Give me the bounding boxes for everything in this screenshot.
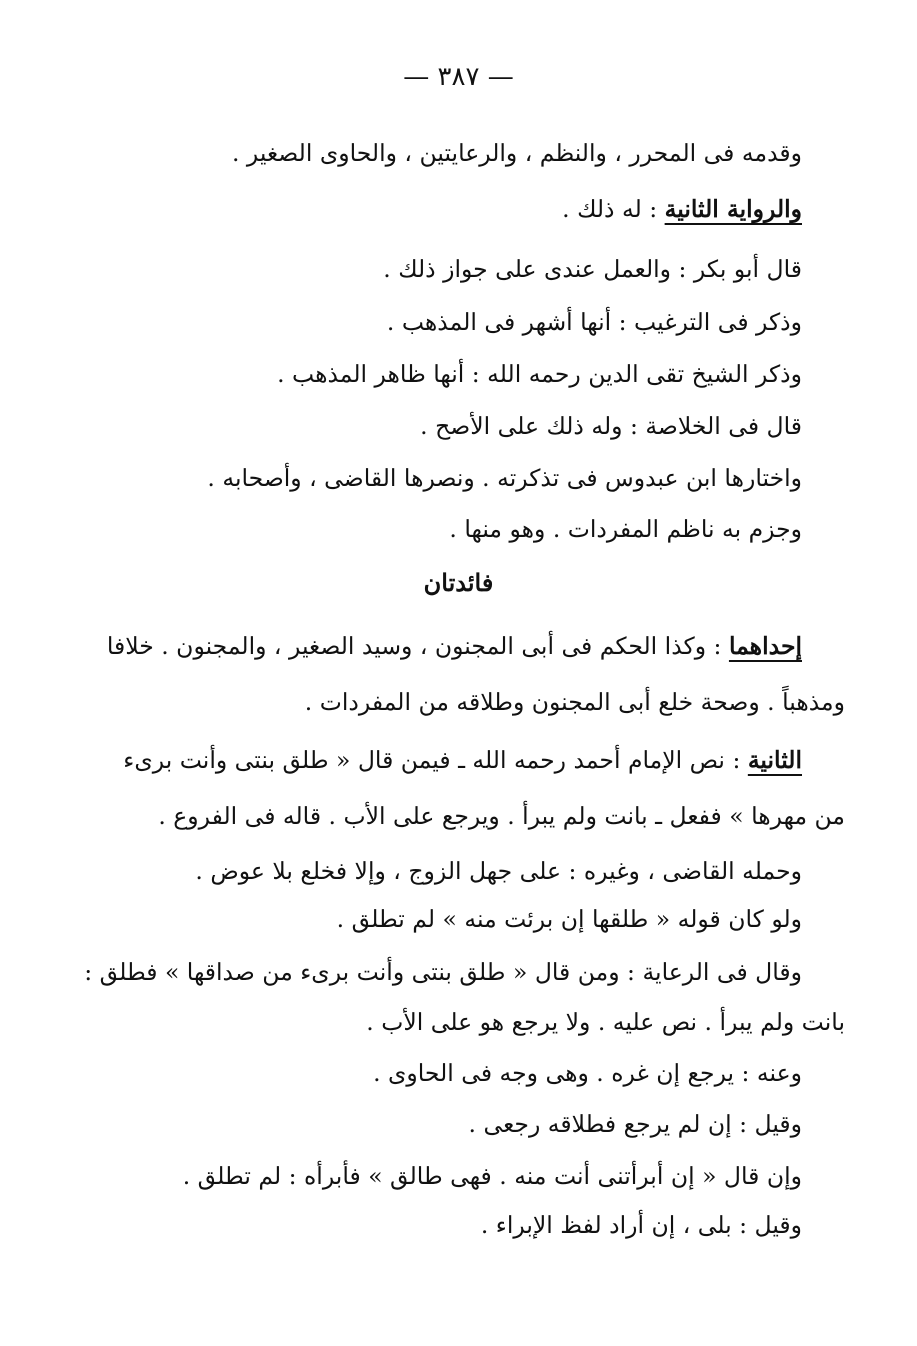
line-text: وذكر الشيخ تقى الدين رحمه الله : أنها ظاهر المذهب . — [277, 360, 802, 388]
text-line-12 — [123, 744, 802, 776]
text-line-4 — [387, 306, 802, 338]
line-text: من مهرها » ففعل ـ بانت ولم يبرأ . ويرجع على الأب . قاله فى الفروع . — [158, 802, 845, 830]
section-label-second: الثانية — [747, 746, 802, 774]
text-line-20 — [183, 1160, 802, 1192]
line-text: : له ذلك . — [562, 195, 665, 223]
line-text: وإن قال « إن أبرأتنى أنت منه . فهى طالق » فأبرأه : لم تطلق . — [182, 1162, 802, 1190]
line-text: ومذهباً . وصحة خلع أبى المجنون وطلاقه من المفردات . — [304, 688, 845, 716]
text-line-13 — [158, 800, 845, 832]
text-line-3 — [383, 253, 802, 285]
text-line-2 — [562, 193, 802, 225]
text-line-17 — [366, 1006, 845, 1038]
line-text: وقال فى الرعاية : ومن قال « طلق بنتى وأنت برىء من صداقها » فطلق : — [84, 958, 802, 986]
line-text: وجزم به ناظم المفردات . وهو منها . — [449, 515, 802, 543]
text-line-19 — [469, 1108, 802, 1140]
line-text: وقدمه فى المحرر ، والنظم ، والرعايتين ، والحاوى الصغير . — [231, 139, 802, 167]
text-line-16 — [84, 956, 802, 988]
text-line-15 — [337, 903, 802, 935]
line-text: وقيل : إن لم يرجع فطلاقه رجعى . — [468, 1110, 802, 1138]
line-text: وعنه : يرجع إن غره . وهى وجه فى الحاوى . — [373, 1059, 802, 1087]
text-line-18 — [373, 1057, 802, 1089]
text-line-8 — [449, 513, 802, 545]
text-line-5 — [277, 358, 802, 390]
line-text: وحمله القاضى ، وغيره : على جهل الزوج ، وإلا فخلع بلا عوض . — [195, 857, 802, 885]
text-line-14 — [195, 855, 802, 887]
line-text: : وكذا الحكم فى أبى المجنون ، وسيد الصغير ، والمجنون . خلافا — [106, 632, 729, 660]
page-number: — ٣٨٧ — — [403, 62, 514, 92]
line-text: وقيل : بلى ، إن أراد لفظ الإبراء . — [480, 1211, 802, 1239]
line-text: قال فى الخلاصة : وله ذلك على الأصح . — [420, 412, 802, 440]
section-label-second-narration: والرواية الثانية — [664, 195, 802, 223]
text-line-11 — [305, 686, 845, 718]
text-line-7 — [207, 462, 802, 494]
line-text: وذكر فى الترغيب : أنها أشهر فى المذهب . — [386, 308, 802, 336]
line-text: واختارها ابن عبدوس فى تذكرته . ونصرها القاضى ، وأصحابه . — [207, 464, 802, 492]
line-text: ولو كان قوله « طلقها إن برئت منه » لم تطلق . — [336, 905, 802, 933]
line-text: بانت ولم يبرأ . نص عليه . ولا يرجع هو على الأب . — [366, 1008, 845, 1036]
text-line-21 — [481, 1209, 802, 1241]
text-line-6 — [420, 410, 802, 442]
section-heading-two-benefits: فائدتان — [423, 568, 494, 597]
text-line-10 — [107, 630, 802, 662]
text-line-1 — [232, 137, 802, 169]
section-label-first: إحداهما — [728, 632, 802, 660]
line-text: قال أبو بكر : والعمل عندى على جواز ذلك . — [383, 255, 802, 283]
line-text: : نص الإمام أحمد رحمه الله ـ فيمن قال « طلق بنتى وأنت برىء — [123, 746, 748, 774]
